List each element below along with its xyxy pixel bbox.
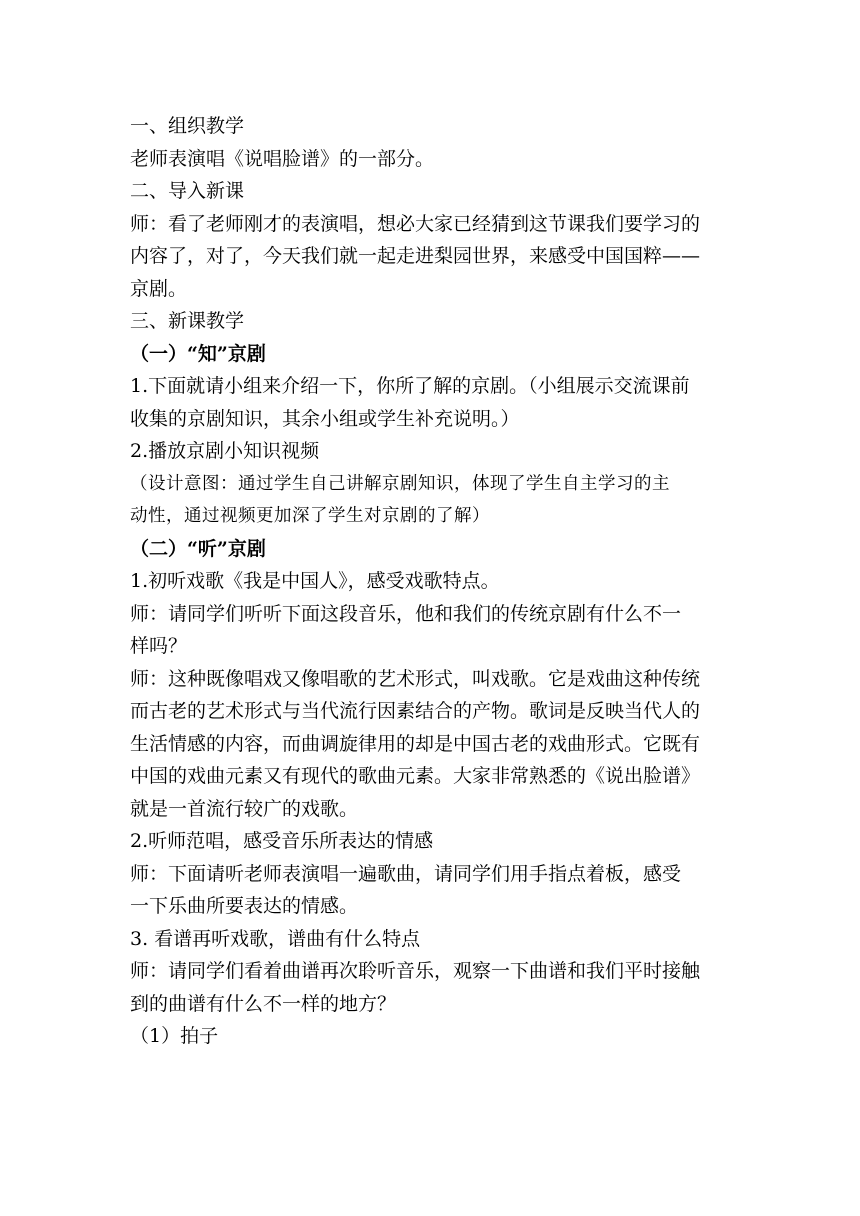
text-line: 师：看了老师刚才的表演唱，想必大家已经猜到这节课我们要学习的	[130, 212, 701, 235]
text-line: 师：这种既像唱戏又像唱歌的艺术形式，叫戏歌。它是戏曲这种传统	[130, 667, 701, 690]
design-intent-note: （设计意图：通过学生自己讲解京剧知识，体现了学生自主学习的主	[130, 473, 670, 494]
text-line: 而古老的艺术形式与当代流行因素结合的产物。歌词是反映当代人的	[130, 700, 701, 722]
text-line: 老师表演唱《说唱脸谱》的一部分。	[130, 147, 435, 170]
text-line: 一、组织教学	[130, 115, 245, 137]
text-line: 1.下面就请小组来介绍一下，你所了解的京剧。（小组展示交流课前	[130, 375, 690, 397]
text-line: 2.播放京剧小知识视频	[130, 440, 320, 462]
text-line: 生活情感的内容，而曲调旋律用的却是中国古老的戏曲形式。它既有	[130, 732, 701, 755]
text-line: 一下乐曲所要表达的情感。	[130, 895, 359, 917]
text-line: 师：请同学们看着曲谱再次聆听音乐，观察一下曲谱和我们平时接触	[130, 960, 701, 982]
text-line: 3. 看谱再听戏歌，谱曲有什么特点	[130, 927, 421, 950]
text-line: 样吗？	[130, 635, 188, 657]
design-intent-note: 动性，通过视频更加深了学生对京剧的了解）	[130, 506, 490, 526]
text-line: 中国的戏曲元素又有现代的歌曲元素。大家非常熟悉的《说出脸谱》	[130, 765, 701, 787]
text-line: 师：请同学们听听下面这段音乐，他和我们的传统京剧有什么不一	[130, 602, 682, 625]
text-line: 二、导入新课	[130, 180, 245, 202]
section-subheading: （二）“听”京剧	[130, 537, 266, 560]
text-line: 就是一首流行较广的戏歌。	[130, 797, 359, 820]
section-subheading: （一）“知”京剧	[130, 342, 266, 365]
text-line: 2.听师范唱，感受音乐所表达的情感	[130, 830, 434, 852]
text-line: 到的曲谱有什么不一样的地方？	[130, 992, 397, 1015]
text-line: 京剧。	[130, 277, 188, 300]
text-line: 收集的京剧知识，其余小组或学生补充说明。）	[130, 407, 520, 430]
document-body	[130, 110, 740, 1053]
text-line: 1.初听戏歌《我是中国人》，感受戏歌特点。	[130, 570, 500, 592]
text-line: （1）拍子	[130, 1025, 219, 1047]
text-line: 内容了，对了，今天我们就一起走进梨园世界，来感受中国国粹——	[130, 245, 701, 267]
text-line: 师：下面请听老师表演唱一遍歌曲，请同学们用手指点着板，感受	[130, 862, 682, 885]
text-line: 三、新课教学	[130, 310, 245, 332]
